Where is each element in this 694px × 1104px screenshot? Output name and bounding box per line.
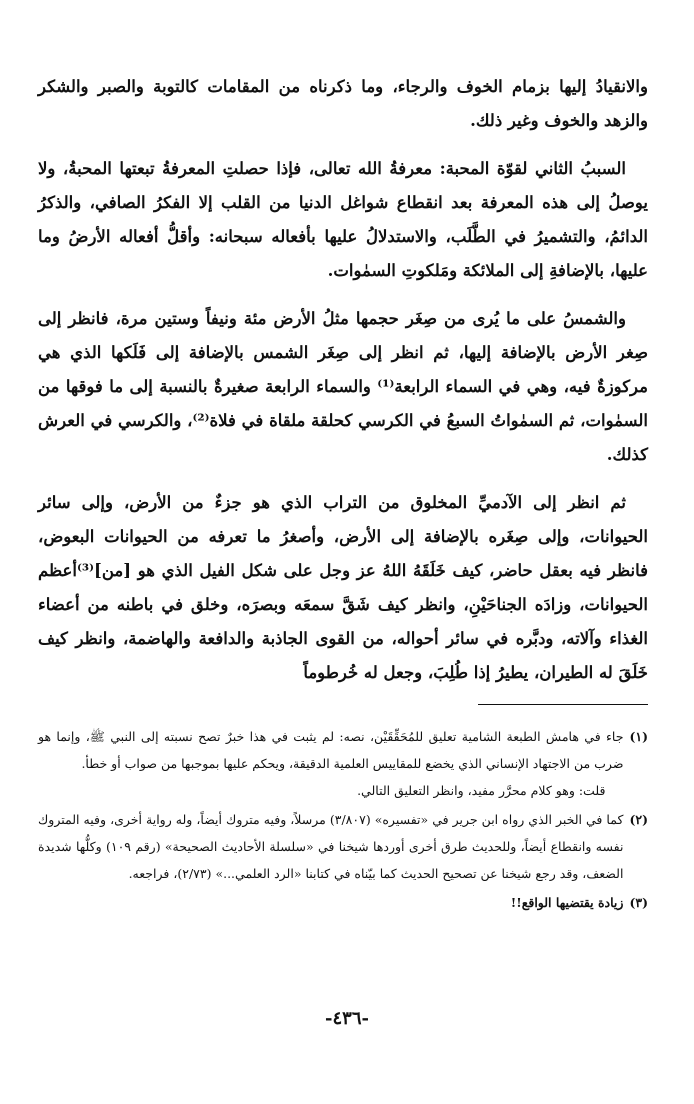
footnotes [38, 723, 648, 916]
footnote-2 [38, 806, 648, 887]
page-number: -٤٣٦- [325, 1008, 369, 1029]
footnote-3 [38, 889, 648, 916]
paragraph-mosquito: ثم انظر إلى الآدميِّ المخلوق من التراب الذي هو جزءٌ من الأرض، وإلى سائر الحيوانات، وإلى صِغَره بالإضافة إلى الأرض، وأصغرُ ما تعرفه من الحيوانات البعوض، فانظر فيه بعقل حاضر، كيف خَلَقَهُ اللهُ عز وجل على شكل الفيل الذي هو [من]⁽³⁾أعظم الحيوانات، وزادَه الجناحَيْنِ، وانظر كيف شَقَّ سمعَه وبصرَه، وخلق في باطنه من أعضاء الغذاء وآلاته، ودبَّره في سائر أحواله، من القوى الجاذبة والدافعة والهاضمة، وانظر كيف خَلَقَ له الطيران، يطيرُ إذا طُلِبَ، وجعل له خُرطوماً [38, 493, 648, 682]
paragraph-sun: والشمسُ على ما يُرى من صِغَر حجمها مثلُ الأرض مئة ونيفاً وستين مرة، فانظر إلى صِغر الأرض بالإضافة إليها، ثم انظر إلى صِغَر الشمس بالإضافة إلى فَلَكها الذي هي مركوزةٌ فيه، وهي في السماء الرابعة⁽¹⁾ والسماء الرابعة صغيرةٌ بالنسبة إلى ما فوقها من السمٰوات، ثم السمٰواتُ السبعُ في الكرسي كحلقة ملقاة في فلاة⁽²⁾، والكرسي في العرش كذلك. [38, 309, 648, 464]
footnote-number: (٢) [629, 812, 648, 827]
footnote-text: زيادة يقتضيها الواقع!! [510, 895, 624, 910]
footnote-number: (٣) [629, 895, 648, 910]
footnote-text: جاء في هامش الطبعة الشامية تعليق للمُحَقِّقَيْن، نصه: لم يثبت في هذا خبرٌ تصح نسبته إلى النبي ﷺ، وإنما هو ضرب من الاجتهاد الإنساني الذي يخضع للمقاييس العلمية الدقيقة، ويحكم عليها بموجبها من صواب أو خطأ. [38, 729, 624, 771]
footnote-separator [478, 704, 648, 705]
paragraph-continuation: والانقيادُ إليها بزمام الخوف والرجاء، وما ذكرناه من المقامات كالتوبة والصبر والشكر والزهد والخوف وغير ذلك. [38, 77, 648, 130]
footnote-text: كما في الخبر الذي رواه ابن جرير في «تفسيره» (٣/٨٠٧) مرسلاً، وفيه متروك أيضاً، وله رواية أخرى، وفيه المتروك نفسه وانقطاع أيضاً، وللحديث طرق أخرى أوردها شيخنا في «سلسلة الأحاديث الصحيحة» (رقم ١٠٩) وكلُّها شديدة الضعف، وقد رجع شيخنا عن تصحيح الحديث كما بيّناه في كتابنا «الرد العلمي...» (٢/٧٣)، فراجعه. [38, 812, 624, 881]
footnote-comment: قلت: وهو كلام محرَّر مفيد، وانظر التعليق التالي. [357, 783, 606, 798]
paragraph-second-cause: السببُ الثاني لقوّة المحبة: معرفةُ الله تعالى، فإذا حصلتِ المعرفةُ تبعتها المحبةُ، ولا يوصلُ إلى هذه المعرفة بعد انقطاع شواغل الدنيا من القلب إلا الفكرُ الصافي، والذكرُ الدائمُ، والتشميرُ في الطَّلَب، والاستدلالُ عليها بأفعاله سبحانه: وأقلُّ أفعاله الأرضُ وما عليها، بالإضافةِ إلى الملائكة ومَلكوتِ السمٰوات. [38, 159, 648, 280]
footnote-number: (١) [629, 729, 648, 744]
footnote-1 [38, 723, 648, 804]
main-text [38, 70, 648, 690]
